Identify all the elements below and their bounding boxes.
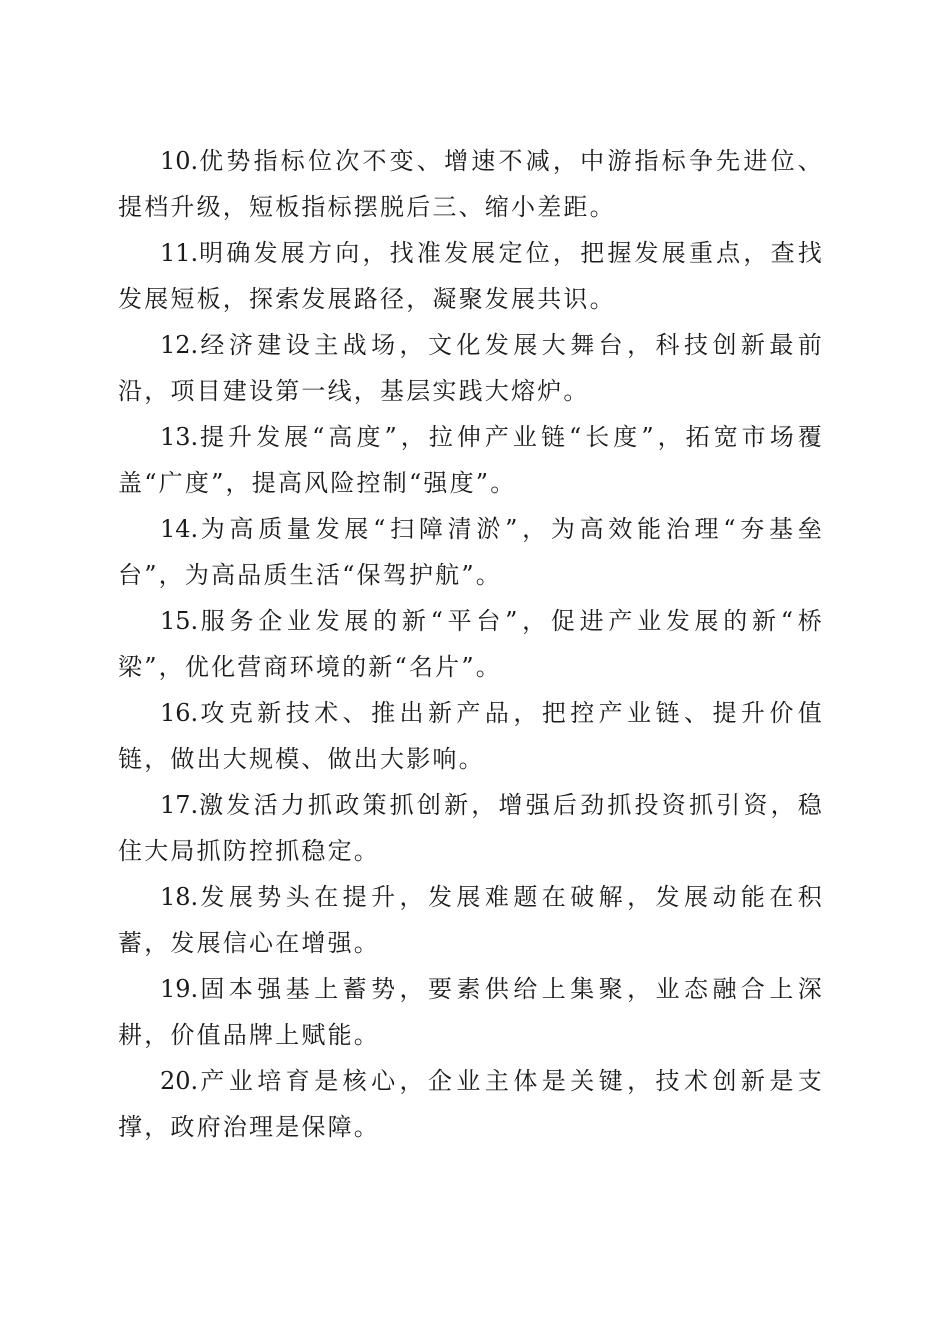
paragraph-text: 攻克新技术、推出新产品，把控产业链、提升价值链，做出大规模、做出大影响。 — [118, 699, 824, 773]
paragraph-number: 13. — [160, 423, 199, 451]
paragraph-17 — [118, 782, 824, 874]
paragraph-16 — [118, 690, 824, 782]
paragraph-15 — [118, 598, 824, 690]
paragraph-13 — [118, 414, 824, 506]
paragraph-text: 发展势头在提升，发展难题在破解，发展动能在积蓄，发展信心在增强。 — [118, 883, 824, 957]
paragraph-number: 15. — [160, 607, 199, 635]
paragraph-number: 10. — [160, 147, 199, 175]
paragraph-number: 12. — [160, 331, 199, 359]
paragraph-11 — [118, 230, 824, 322]
paragraph-text: 服务企业发展的新“平台”，促进产业发展的新“桥梁”，优化营商环境的新“名片”。 — [118, 607, 824, 681]
document-body — [118, 138, 824, 1150]
paragraph-number: 11. — [160, 239, 199, 267]
paragraph-text: 优势指标位次不变、增速不减，中游指标争先进位、提档升级，短板指标摆脱后三、缩小差距。 — [118, 147, 824, 221]
paragraph-number: 16. — [160, 699, 199, 727]
paragraph-18 — [118, 874, 824, 966]
paragraph-text: 提升发展“高度”，拉伸产业链“长度”，拓宽市场覆盖“广度”，提高风险控制“强度”。 — [118, 423, 824, 497]
paragraph-text: 激发活力抓政策抓创新，增强后劲抓投资抓引资，稳住大局抓防控抓稳定。 — [118, 791, 824, 865]
paragraph-number: 20. — [160, 1067, 199, 1095]
paragraph-10 — [118, 138, 824, 230]
paragraph-number: 19. — [160, 975, 199, 1003]
paragraph-number: 17. — [160, 791, 199, 819]
paragraph-number: 14. — [160, 515, 199, 543]
paragraph-text: 经济建设主战场，文化发展大舞台，科技创新最前沿，项目建设第一线，基层实践大熔炉。 — [118, 331, 824, 405]
paragraph-19 — [118, 966, 824, 1058]
paragraph-14 — [118, 506, 824, 598]
paragraph-number: 18. — [160, 883, 199, 911]
paragraph-text: 固本强基上蓄势，要素供给上集聚，业态融合上深耕，价值品牌上赋能。 — [118, 975, 824, 1049]
paragraph-text: 明确发展方向，找准发展定位，把握发展重点，查找发展短板，探索发展路径，凝聚发展共识。 — [118, 239, 824, 313]
paragraph-text: 为高质量发展“扫障清淤”，为高效能治理“夯基垒台”，为高品质生活“保驾护航”。 — [118, 515, 824, 589]
paragraph-12 — [118, 322, 824, 414]
paragraph-20 — [118, 1058, 824, 1150]
paragraph-text: 产业培育是核心，企业主体是关键，技术创新是支撑，政府治理是保障。 — [118, 1067, 824, 1141]
